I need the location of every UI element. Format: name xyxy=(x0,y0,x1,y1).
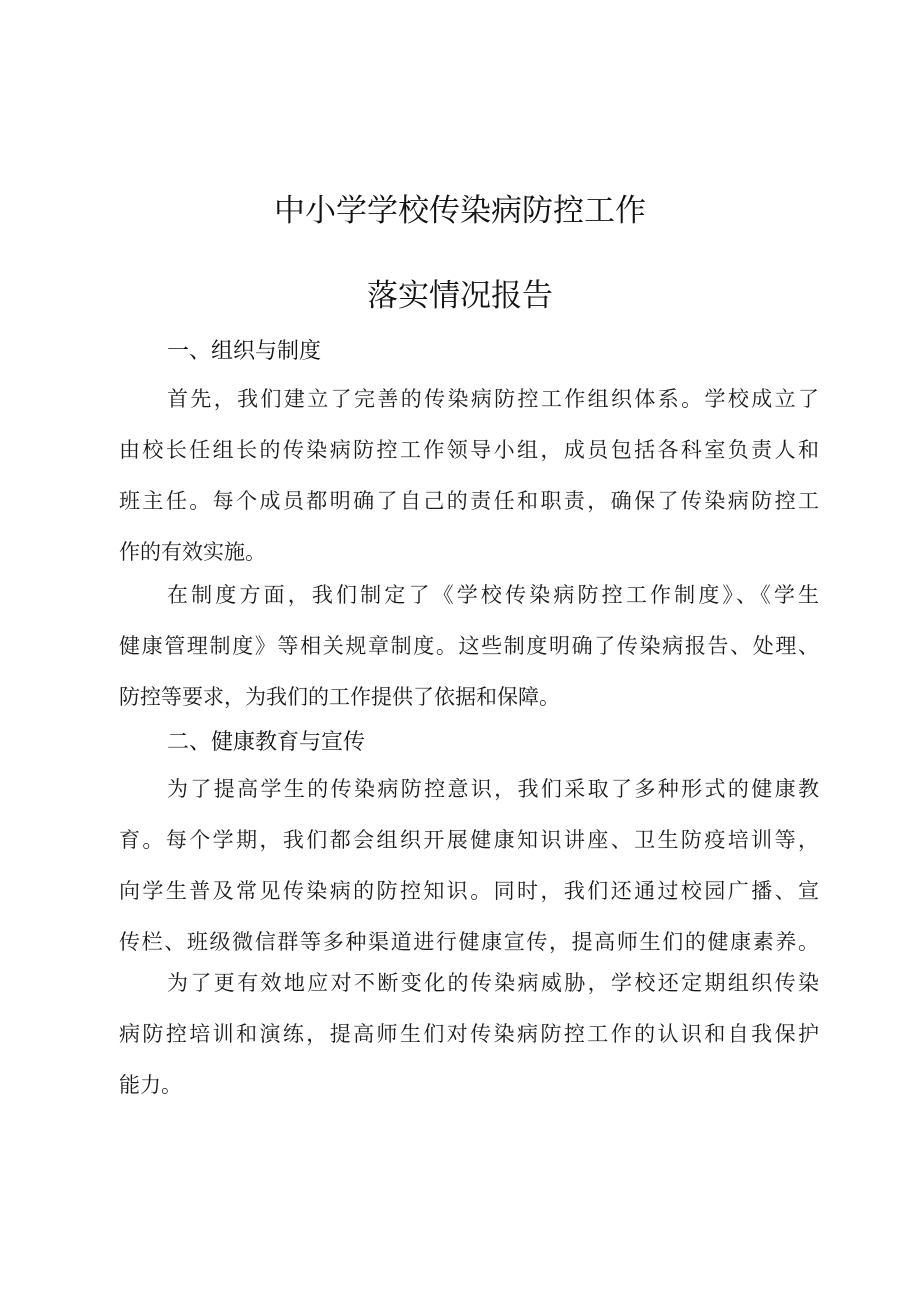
paragraph-line: 由校长任组长的传染病防控工作领导小组，成员包括各科室负责人和 xyxy=(119,438,819,462)
paragraph-line: 为了提高学生的传染病防控意识，我们采取了多种形式的健康教 xyxy=(167,777,819,801)
paragraph-line: 病防控培训和演练，提高师生们对传染病防控工作的认识和自我保护 xyxy=(119,1022,819,1046)
paragraph-line: 防控等要求，为我们的工作提供了依据和保障。 xyxy=(119,685,560,709)
section-heading-organization: 一、组织与制度 xyxy=(167,339,322,364)
paragraph-line: 为了更有效地应对不断变化的传染病威胁，学校还定期组织传染 xyxy=(167,971,819,995)
paragraph-organization-system xyxy=(119,374,819,578)
paragraph-health-education xyxy=(119,764,819,968)
paragraph-line: 在制度方面，我们制定了《学校传染病防控工作制度》、《学生 xyxy=(167,583,819,607)
paragraph-regulations xyxy=(119,570,819,723)
paragraph-line: 作的有效实施。 xyxy=(119,540,266,564)
paragraph-line: 向学生普及常见传染病的防控知识。同时，我们还通过校园广播、宣 xyxy=(119,879,819,903)
paragraph-line: 健康管理制度》等相关规章制度。这些制度明确了传染病报告、处理、 xyxy=(119,634,819,658)
paragraph-line: 班主任。每个成员都明确了自己的责任和职责，确保了传染病防控工 xyxy=(119,489,819,513)
paragraph-line: 能力。 xyxy=(119,1073,182,1097)
paragraph-line: 首先，我们建立了完善的传染病防控工作组织体系。学校成立了 xyxy=(167,387,819,411)
paragraph-training-drills xyxy=(119,958,819,1111)
section-heading-health-education: 二、健康教育与宣传 xyxy=(167,730,366,755)
paragraph-line: 传栏、班级微信群等多种渠道进行健康宣传，提高师生们的健康素养。 xyxy=(119,930,819,954)
document-title-line-1: 中小学学校传染病防控工作 xyxy=(274,193,646,229)
document-title-line-2: 落实情况报告 xyxy=(367,278,553,314)
paragraph-line: 育。每个学期，我们都会组织开展健康知识讲座、卫生防疫培训等， xyxy=(119,828,819,852)
